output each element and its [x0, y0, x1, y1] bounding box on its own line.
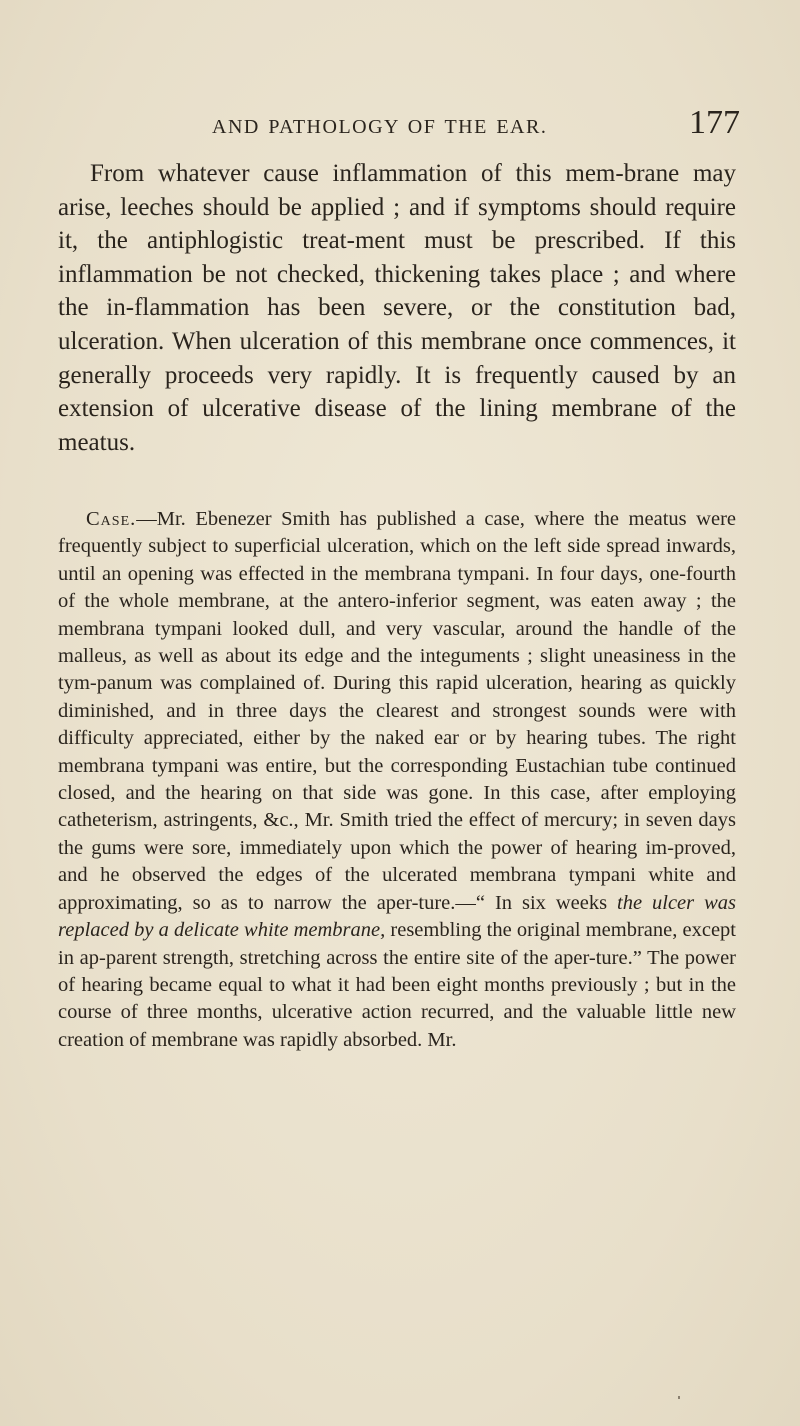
case-italic-quote: the ulcer was replaced by a delicate white membrane,: [58, 891, 736, 942]
paragraph-inflammation: From whatever cause inflammation of this mem-brane may arise, leeches should be applied ; and if symptoms should require it, the antiphlogistic treat-ment must be prescribed. If this inflammation be not checked, thickening takes place ; and where the in-flammation has been severe, or the constitution bad, ulceration. When ulceration of this membrane once commences, it generally proceeds very rapidly. It is frequently caused by an extension of ulcerative disease of the lining membrane of the meatus.: [58, 160, 736, 456]
page-number: 177: [689, 104, 740, 141]
page-speck: [678, 1396, 680, 1399]
running-head: AND PATHOLOGY OF THE EAR.: [212, 116, 548, 138]
case-text-part1: —Mr. Ebenezer Smith has published a case, where the meatus were frequently subject to superficial ulceration, which on the left side spread inwards, until an opening was effected in the membrana tympani. In four days, one-fourth of the whole membrane, at the antero-inferior segment, was eaten away ; the membrana tympani looked dull, and very vascular, around the handle of the malleus, as well as about its edge and the integuments ; slight uneasiness in the tym-panum was complained of. During this rapid ulceration, hearing as quickly diminished, and in three days the clearest and strongest sounds were with difficulty appreciated, either by the naked ear or by hearing tubes. The right membrana tympani was entire, but the corresponding Eustachian tube continued closed, and the hearing on that side was gone. In this case, after employing catheterism, astringents, &c., Mr. Smith tried the effect of mercury; in seven days the gums were sore, immediately upon which the power of hearing im-proved, and he observed the edges of the ulcerated membrana tympani white and approximating, so as to narrow the aper-ture.—“ In six weeks: [58, 508, 736, 914]
case-text-part2: resembling the original membrane, except in ap-parent strength, stretching across the entire site of the aper-ture.” The power of hearing became equal to what it had been eight months previously ; but in the course of three months, ulcerative action recurred, and the valuable little new creation of membrane was rapidly absorbed. Mr.: [58, 919, 737, 1051]
case-label: Case.: [86, 508, 137, 530]
page-header: [72, 104, 740, 144]
paragraph-case: [58, 506, 736, 1054]
